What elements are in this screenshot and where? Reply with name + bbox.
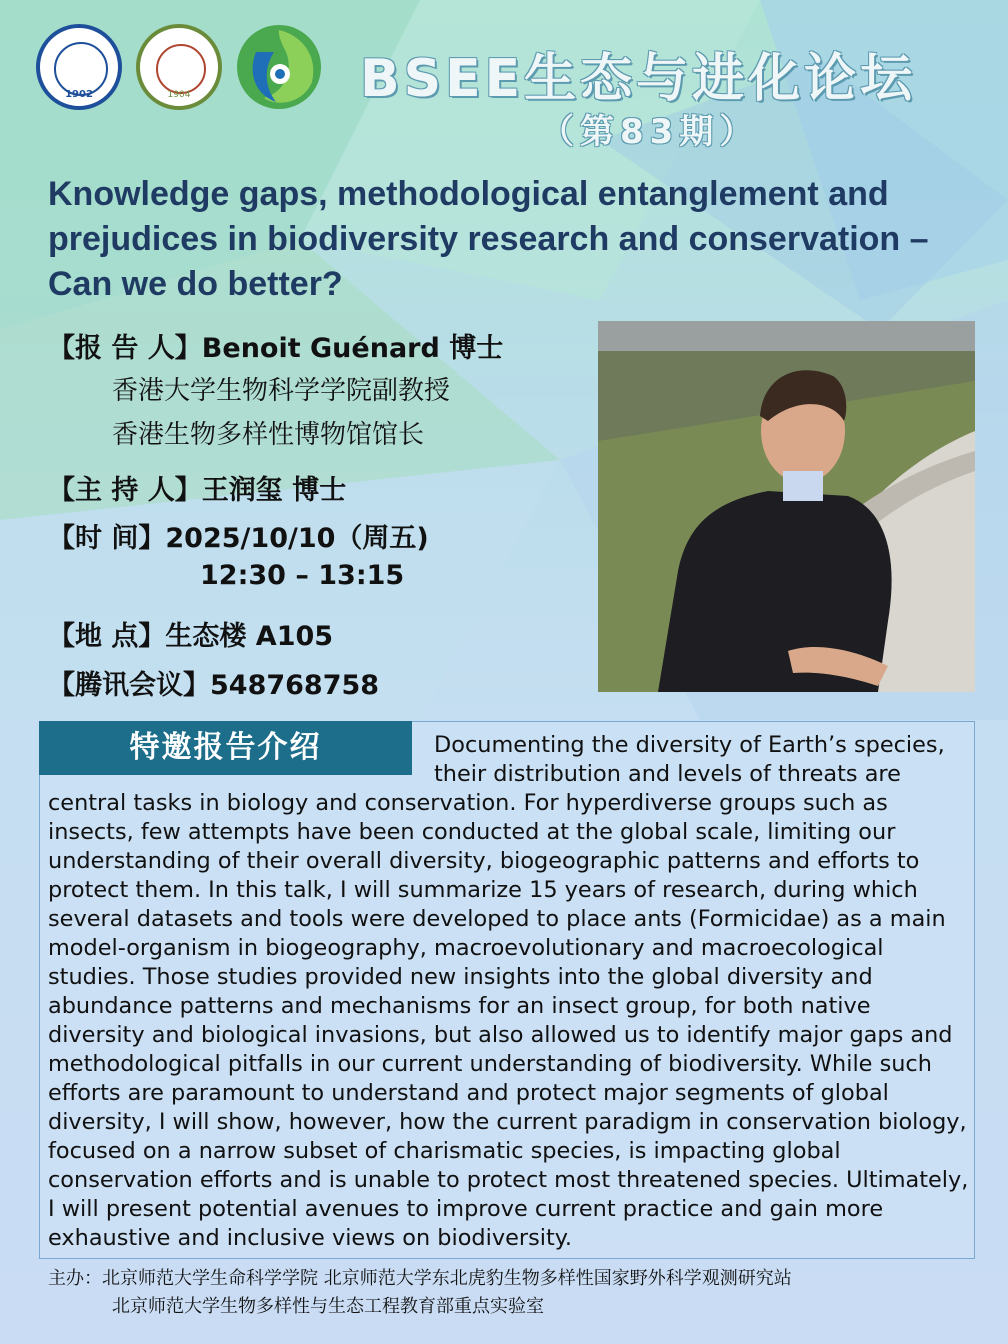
forum-title: BSEE生态与进化论坛: [360, 49, 917, 109]
meeting-line: 【腾讯会议】548768758: [48, 670, 380, 701]
organizers-line-2: 北京师范大学生物多样性与生态工程教育部重点实验室: [112, 1296, 544, 1317]
organizers-footer: [48, 1265, 792, 1321]
time-line: 【时 间】2025/10/10（周五): [48, 523, 429, 554]
speaker-affiliation-1: 香港大学生物科学学院副教授: [112, 376, 451, 406]
speaker-photo: [598, 321, 975, 692]
college-life-sciences-logo: 1904: [136, 24, 222, 110]
speaker-line: 【报 告 人】Benoit Guénard 博士: [48, 333, 504, 364]
talk-title: Knowledge gaps, methodological entanglement and prejudices in biodiversity research and conservation – Can we do better?: [48, 175, 929, 303]
intro-abstract: Documenting the diversity of Earth’s species, their distribution and levels of threats are central tasks in biology and conservation. For hyperdiverse groups such as insects, few attempts have been conducted at the global scale, limiting our understanding of their overall diversity, biogeographic patterns and efforts to protect them. In this talk, I will summarize 15 years of research, during which several datasets and tools were developed to place ants (Formicidae) as a main model-organism in biogeography, macroevolutionary and macroecological studies. Those studies provided new insights into the global diversity and abundance patterns and mechanisms for an insect group, for both native diversity and biological invasions, but also allowed us to identify major gaps and methodological pitfalls in our current understanding of biodiversity. While such efforts are paramount to understand and protect major segments of global diversity, I will show, however, how the current paradigm in conservation biology, focused on a narrow subset of charismatic species, is impacting global conservation efforts and is unable to protect most threatened species. Ultimately, I will present potential avenues to improve current practice and gain more exhaustive and inclusive views on biodiversity.: [48, 732, 969, 1251]
issue-number: （第83期）: [540, 112, 760, 152]
bsee-leaf-logo: [234, 22, 324, 112]
speaker-affiliation-2: 香港生物多样性博物馆馆长: [112, 420, 425, 450]
intro-text-block: [48, 731, 972, 1253]
intro-heading: 特邀报告介绍: [39, 721, 412, 775]
organizers-line-1: 主办：北京师范大学生命科学学院 北京师范大学东北虎豹生物多样性国家野外科学观测研究站: [48, 1268, 792, 1289]
bnu-logo: 1902: [36, 24, 122, 110]
host-line: 【主 持 人】王润玺 博士: [48, 475, 347, 506]
time-range: 12:30 – 13:15: [200, 560, 405, 591]
place-line: 【地 点】生态楼 A105: [48, 621, 334, 652]
